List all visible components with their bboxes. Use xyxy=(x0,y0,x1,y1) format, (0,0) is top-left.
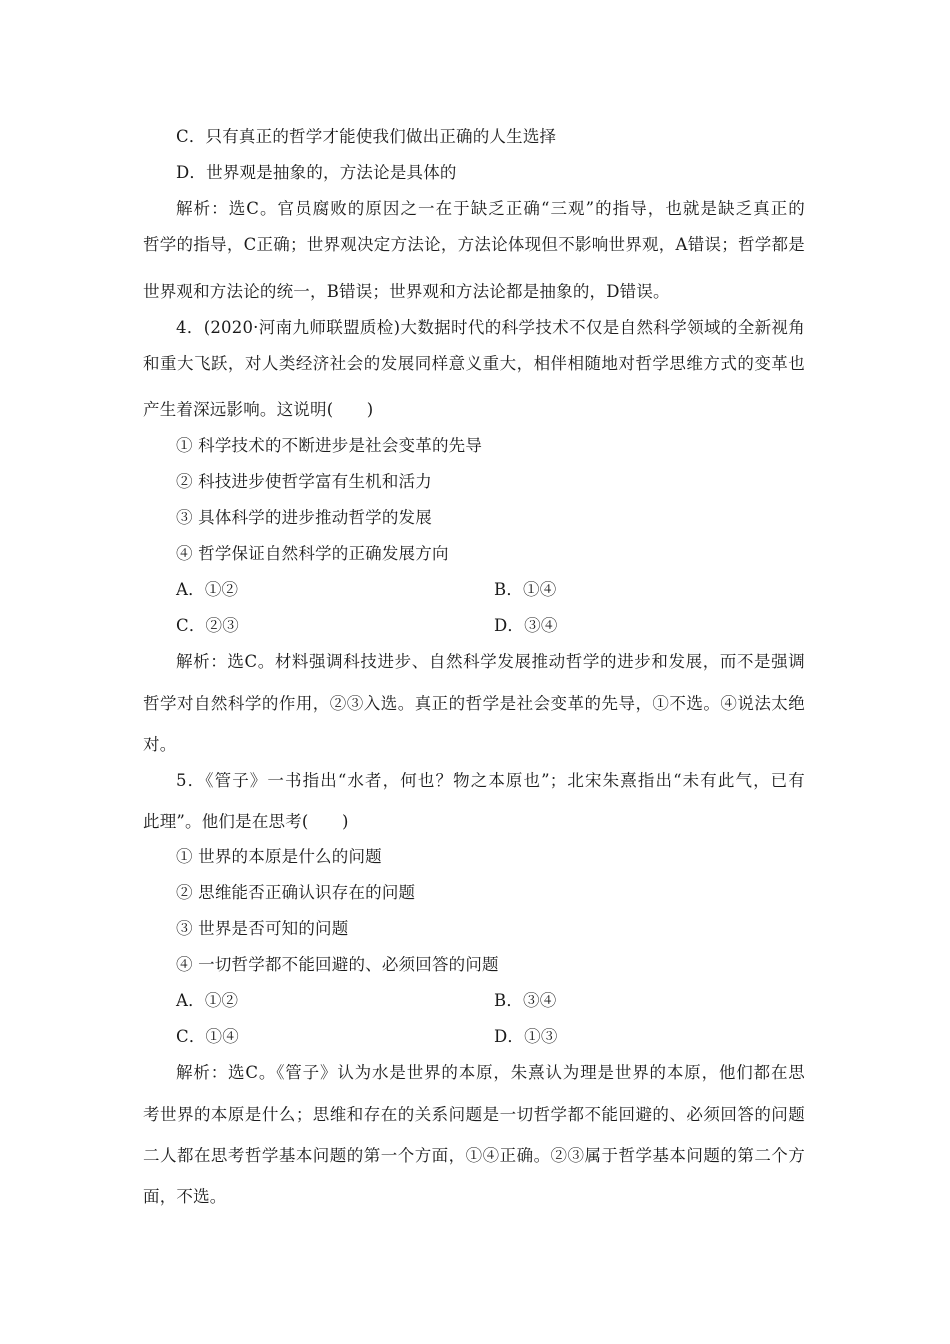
q4-analysis-line3: 对。 xyxy=(143,735,177,754)
q5-option-c: C．①④ xyxy=(176,1027,239,1046)
q4-option-c: C．②③ xyxy=(176,616,239,635)
q3-option-c: C．只有真正的哲学才能使我们做出正确的人生选择 xyxy=(176,127,557,146)
q5-analysis-line1: 解析：选C。《管子》认为水是世界的本原，朱熹认为理是世界的本原，他们都在思 xyxy=(176,1063,805,1082)
q5-analysis-line4: 面，不选。 xyxy=(143,1187,227,1206)
q4-option-d: D．③④ xyxy=(494,616,558,635)
q5-option-a: A．①② xyxy=(176,991,239,1010)
q4-analysis-line1: 解析：选C。材料强调科技进步、自然科学发展推动哲学的进步和发展，而不是强调 xyxy=(176,652,805,671)
q4-item-1: ① 科学技术的不断进步是社会变革的先导 xyxy=(176,436,483,455)
q5-analysis-line2: 考世界的本原是什么；思维和存在的关系问题是一切哲学都不能回避的、必须回答的问题 xyxy=(143,1105,805,1124)
q3-option-d: D．世界观是抽象的，方法论是具体的 xyxy=(176,163,457,182)
q4-option-a: A．①② xyxy=(176,580,239,599)
q5-item-4: ④ 一切哲学都不能回避的、必须回答的问题 xyxy=(176,955,499,974)
q4-analysis-line2: 哲学对自然科学的作用，②③入选。真正的哲学是社会变革的先导，①不选。④说法太绝 xyxy=(143,694,805,713)
q4-stem-line3: 产生着深远影响。这说明( ) xyxy=(143,400,374,419)
q4-stem-line1: 4．(2020·河南九师联盟质检)大数据时代的科学技术不仅是自然科学领域的全新视角 xyxy=(176,318,805,337)
q5-option-d: D．①③ xyxy=(494,1027,558,1046)
q4-option-b: B．①④ xyxy=(494,580,557,599)
q5-item-1: ① 世界的本原是什么的问题 xyxy=(176,847,382,866)
q5-stem-line2: 此理”。他们是在思考( ) xyxy=(143,812,349,831)
q4-stem-line2: 和重大飞跃，对人类经济社会的发展同样意义重大，相伴相随地对哲学思维方式的变革也 xyxy=(143,354,805,373)
q3-analysis-line1: 解析：选C。官员腐败的原因之一在于缺乏正确“三观”的指导，也就是缺乏真正的 xyxy=(176,199,805,218)
q5-stem-line1: 5．《管子》一书指出“水者，何也？物之本原也”；北宋朱熹指出“未有此气，已有 xyxy=(176,771,805,790)
q5-item-3: ③ 世界是否可知的问题 xyxy=(176,919,349,938)
q3-analysis-line2: 哲学的指导，C正确；世界观决定方法论，方法论体现但不影响世界观，A错误；哲学都是 xyxy=(143,235,805,254)
q5-analysis-line3: 二人都在思考哲学基本问题的第一个方面，①④正确。②③属于哲学基本问题的第二个方 xyxy=(143,1146,805,1165)
q4-item-4: ④ 哲学保证自然科学的正确发展方向 xyxy=(176,544,449,563)
q3-analysis-line3: 世界观和方法论的统一，B错误；世界观和方法论都是抽象的，D错误。 xyxy=(143,282,670,301)
q4-item-3: ③ 具体科学的进步推动哲学的发展 xyxy=(176,508,432,527)
q5-option-b: B．③④ xyxy=(494,991,557,1010)
q5-item-2: ② 思维能否正确认识存在的问题 xyxy=(176,883,416,902)
q4-item-2: ② 科技进步使哲学富有生机和活力 xyxy=(176,472,432,491)
